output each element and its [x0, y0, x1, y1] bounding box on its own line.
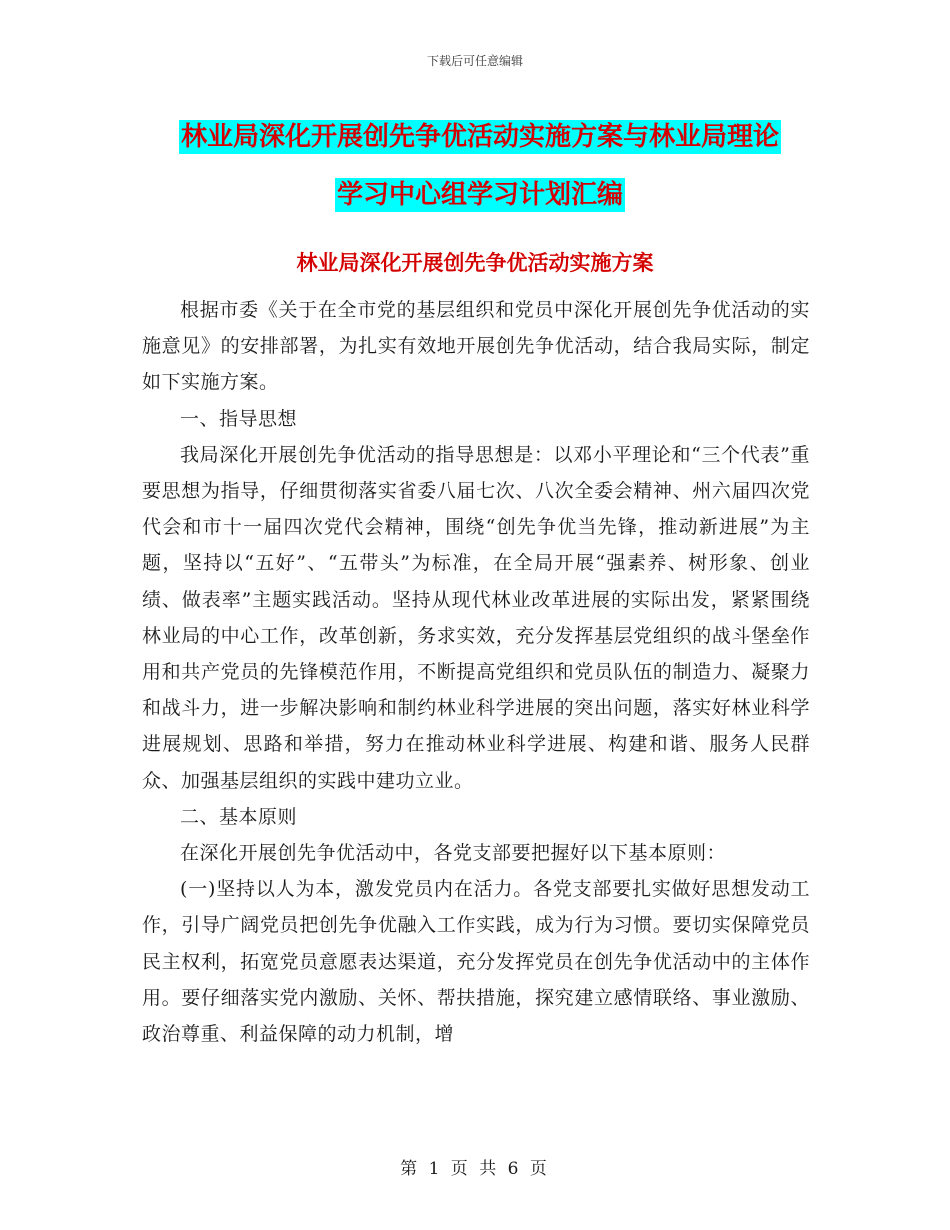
heading-guiding-ideology: 一、指导思想	[180, 407, 298, 430]
section-title: 林业局深化开展创先争优活动实施方案	[296, 251, 654, 275]
page-footer: 第 1 页 共 6 页	[400, 1159, 550, 1179]
paragraph: 我局深化开展创先争优活动的指导思想是：以邓小平理论和“三个代表”重要思想为指导，仔细贯彻落实省委八届七次、八次全委会精神、州六届四次党代会和市十一届四次党代会精神，围绕“创先争优当先锋，推动新进展”为主题，坚持以“五好”、“五带头”为标准，在全局开展“强素养、树形象、创业绩、做表率”主题实践活动。坚持从现代林业改革进展的实际出发，紧紧围绕林业局的中心工作，改革创新，务求实效，充分发挥基层党组织的战斗堡垒作用和共产党员的先锋模范作用，不断提高党组织和党员队伍的制造力、凝聚力和战斗力，进一步解决影响和制约林业科学进展的突出问题，落实好林业科学进展规划、思路和举措，努力在推动林业科学进展、构建和谐、服务人民群众、加强基层组织的实践中建功立业。	[142, 443, 810, 792]
heading-basic-principles: 二、基本原则	[180, 805, 298, 828]
header-note: 下载后可任意编辑	[426, 54, 523, 68]
document-body	[142, 292, 810, 1052]
title-line-2: 学习中心组学习计划汇编	[336, 180, 623, 210]
document-title	[140, 108, 820, 224]
paragraph: 根据市委《关于在全市党的基层组织和党员中深化开展创先争优活动的实施意见》的安排部署，为扎实有效地开展创先争优活动，结合我局实际，制定如下实施方案。	[142, 299, 810, 394]
paragraph: (一)坚持以人为本，激发党员内在活力。各党支部要扎实做好思想发动工作，引导广阔党员把创先争优融入工作实践，成为行为习惯。要切实保障党员民主权利，拓宽党员意愿表达渠道，充分发挥党员在创先争优活动中的主体作用。要仔细落实党内激励、关怀、帮扶措施，探究建立感情联络、事业激励、政治尊重、利益保障的动力机制，增	[142, 878, 810, 1046]
paragraph: 在深化开展创先争优活动中，各党支部要把握好以下基本原则：	[180, 842, 727, 865]
title-line-1: 林业局深化开展创先争优活动实施方案与林业局理论	[180, 122, 779, 152]
